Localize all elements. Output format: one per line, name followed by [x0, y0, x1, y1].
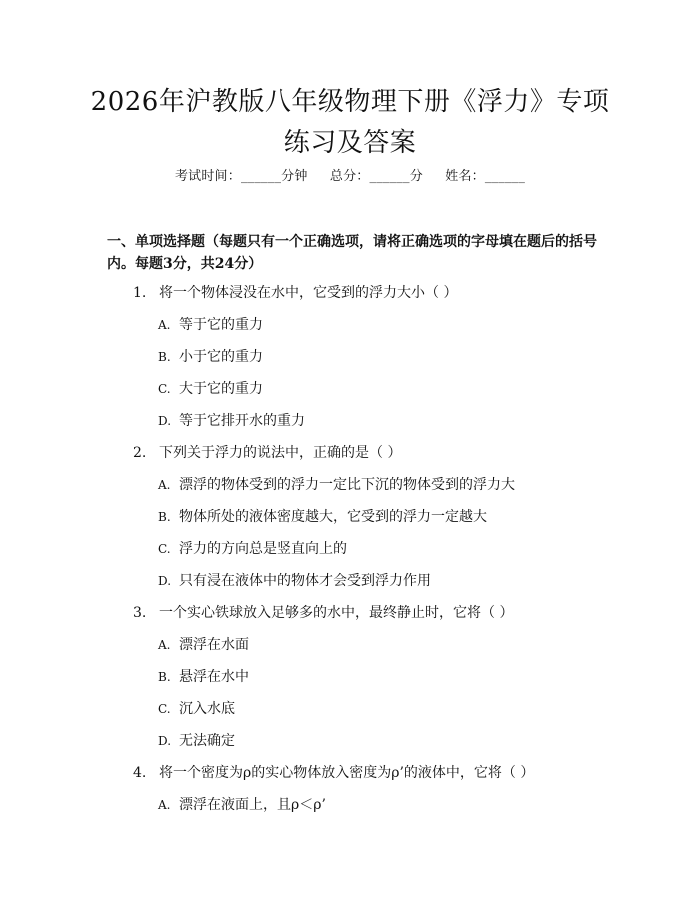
- title-line-1: 2026年沪教版八年级物理下册《浮力》专项: [90, 87, 610, 117]
- option-letter: A.: [158, 478, 171, 492]
- q1-option-b: [158, 347, 578, 367]
- option-letter: A.: [158, 638, 171, 652]
- q1-option-a: [158, 315, 578, 335]
- question-number: 2.: [133, 445, 147, 461]
- option-text: 漂浮在水面: [179, 637, 249, 653]
- q2-option-c: [158, 539, 578, 559]
- option-text: 只有浸在液体中的物体才会受到浮力作用: [179, 573, 431, 589]
- section-heading: 一、单项选择题（每题只有一个正确选项，请将正确选项的字母填在题后的括号内。每题3分，共24分）: [107, 234, 597, 272]
- option-letter: C.: [158, 382, 171, 396]
- question-4: [133, 763, 573, 783]
- q3-option-d: [158, 731, 578, 751]
- option-text: 悬浮在水中: [179, 669, 249, 685]
- exam-meta: [0, 167, 700, 187]
- option-text: 物体所处的液体密度越大，它受到的浮力一定越大: [179, 509, 487, 525]
- option-letter: B.: [158, 670, 171, 684]
- option-text: 漂浮在液面上，且ρ＜ρ’: [179, 797, 326, 813]
- q3-option-b: [158, 667, 578, 687]
- question-text: 将一个物体浸没在水中，它受到的浮力大小（ ）: [159, 285, 458, 301]
- q4-option-a: [158, 795, 578, 815]
- question-number: 4.: [133, 765, 147, 781]
- q1-option-c: [158, 379, 578, 399]
- option-letter: C.: [158, 702, 171, 716]
- option-text: 漂浮的物体受到的浮力一定比下沉的物体受到的浮力大: [179, 477, 515, 493]
- question-text: 一个实心铁球放入足够多的水中，最终静止时，它将（ ）: [159, 605, 514, 621]
- option-letter: D.: [158, 574, 172, 588]
- exam-time: 考试时间：______分钟: [174, 169, 308, 184]
- option-letter: D.: [158, 734, 172, 748]
- q3-option-a: [158, 635, 578, 655]
- option-letter: B.: [158, 350, 171, 364]
- option-letter: B.: [158, 510, 171, 524]
- q2-option-d: [158, 571, 578, 591]
- q2-option-b: [158, 507, 578, 527]
- option-text: 大于它的重力: [179, 381, 263, 397]
- question-1: [133, 283, 573, 303]
- question-text: 下列关于浮力的说法中，正确的是（ ）: [159, 445, 402, 461]
- option-text: 无法确定: [179, 733, 235, 749]
- total-score: 总分：______分: [329, 169, 423, 184]
- option-letter: D.: [158, 414, 172, 428]
- option-letter: A.: [158, 318, 171, 332]
- question-3: [133, 603, 573, 623]
- option-text: 浮力的方向总是竖直向上的: [179, 541, 347, 557]
- student-name: 姓名：______: [445, 169, 526, 184]
- question-number: 3.: [133, 605, 147, 621]
- title-line-2: 练习及答案: [283, 128, 417, 158]
- question-text: 将一个密度为ρ的实心物体放入密度为ρ’的液体中，它将（ ）: [159, 765, 535, 781]
- option-text: 等于它排开水的重力: [179, 413, 305, 429]
- question-number: 1.: [133, 285, 147, 301]
- question-2: [133, 443, 573, 463]
- option-text: 等于它的重力: [179, 317, 263, 333]
- option-letter: C.: [158, 542, 171, 556]
- q1-option-d: [158, 411, 578, 431]
- option-text: 沉入水底: [179, 701, 235, 717]
- q2-option-a: [158, 475, 578, 495]
- page-title: [90, 82, 610, 164]
- q3-option-c: [158, 699, 578, 719]
- option-text: 小于它的重力: [179, 349, 263, 365]
- option-letter: A.: [158, 798, 171, 812]
